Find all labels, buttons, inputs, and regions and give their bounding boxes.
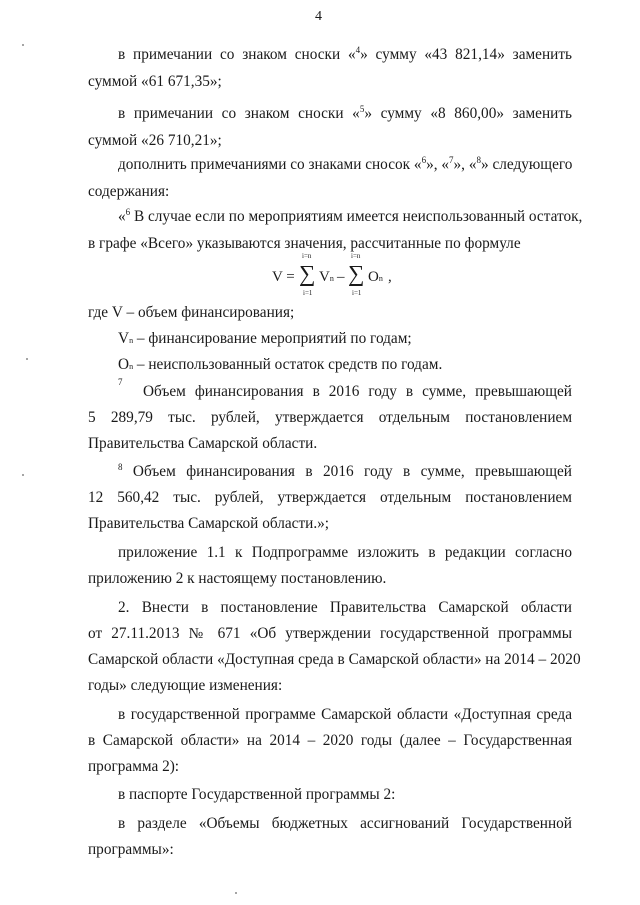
scan-speck — [22, 44, 24, 46]
footnote-7-mark: 7 — [118, 377, 123, 387]
paragraph-footnote-5-line-2: суммой «26 710,21»; — [88, 132, 222, 149]
paragraph-section-volumes-line-1: в разделе «Объемы бюджетных ассигнований Государственной — [118, 815, 572, 832]
sum-2-upper-limit: i=n — [351, 252, 361, 260]
section-2-line-1: 2. Внести в постановление Правительства Самарской области — [118, 599, 572, 616]
formula-lhs: V = — [272, 269, 295, 285]
sum-1-upper-limit: i=n — [302, 252, 312, 260]
formula-minus: – — [337, 269, 345, 285]
paragraph-footnote-5-line-1: в примечании со знаком сноски «$^5$» сумму «8 860,00» заменить — [118, 104, 572, 122]
formula-term-1: Vn — [319, 269, 334, 285]
footnote-8-line-1: $^8$ Объем финансирования в 2016 году в сумме, превышающей — [118, 462, 572, 480]
scan-speck — [26, 358, 28, 360]
definition-on: On – неиспользованный остаток средств по годам. — [118, 356, 443, 373]
page-number: 4 — [315, 9, 322, 24]
paragraph-footnote-4-line-2: суммой «61 671,35»; — [88, 73, 222, 90]
section-2-line-4: годы» следующие изменения: — [88, 677, 283, 694]
sum-2-sigma: ∑ — [348, 261, 365, 286]
formula — [272, 253, 412, 299]
scan-speck — [235, 892, 237, 894]
paragraph-state-program-line-2: в Самарской области» на 2014 – 2020 годы (далее – Государственная — [88, 732, 572, 749]
paragraph-add-notes-line-1: дополнить примечаниями со знаками сносок «$^6$», «$^7$», «$^8$» следующего — [118, 155, 573, 173]
definition-vn: Vn – финансирование мероприятий по годам; — [118, 330, 412, 347]
footnote-7-line-3: Правительства Самарской области. — [88, 435, 318, 452]
paragraph-footnote-4-line-1: в примечании со знаком сноски «$^4$» сумму «43 821,14» заменить — [118, 45, 572, 63]
formula-end: , — [388, 269, 392, 285]
footnote-6-line-2: в графе «Всего» указываются значения, рассчитанные по формуле — [88, 235, 521, 252]
footnote-8-line-2: 12 560,42 тыс. рублей, утверждается отдельным постановлением — [88, 489, 572, 506]
section-2-line-3: Самарской области «Доступная среда в Самарской области» на 2014 – 2020 — [88, 651, 581, 668]
footnote-6-line-1: «$^6$ В случае если по мероприятиям имеется неиспользованный остаток, — [118, 207, 583, 225]
paragraph-appendix-line-2: приложению 2 к настоящему постановлению. — [88, 570, 387, 587]
sum-2-lower-limit: i=1 — [352, 289, 362, 297]
footnote-7-line-1: Объем финансирования в 2016 году в сумме, превышающей — [143, 383, 572, 400]
scan-speck — [22, 474, 24, 476]
sum-1-sigma: ∑ — [299, 261, 316, 286]
definition-v: где V – объем финансирования; — [88, 304, 295, 321]
paragraph-appendix-line-1: приложение 1.1 к Подпрограмме изложить в редакции согласно — [118, 544, 572, 561]
footnote-7-line-2: 5 289,79 тыс. рублей, утверждается отдельным постановлением — [88, 409, 572, 426]
paragraph-section-volumes-line-2: программы»: — [88, 841, 174, 858]
section-2-line-2: от 27.11.2013 № 671 «Об утверждении государственной программы — [88, 625, 572, 642]
paragraph-state-program-line-3: программа 2): — [88, 758, 180, 775]
sum-1-lower-limit: i=1 — [303, 289, 313, 297]
formula-term-2: On — [368, 269, 383, 285]
paragraph-state-program-line-1: в государственной программе Самарской области «Доступная среда — [118, 706, 572, 723]
paragraph-passport: в паспорте Государственной программы 2: — [118, 786, 396, 803]
footnote-8-line-3: Правительства Самарской области.»; — [88, 515, 330, 532]
paragraph-add-notes-line-2: содержания: — [88, 183, 170, 200]
